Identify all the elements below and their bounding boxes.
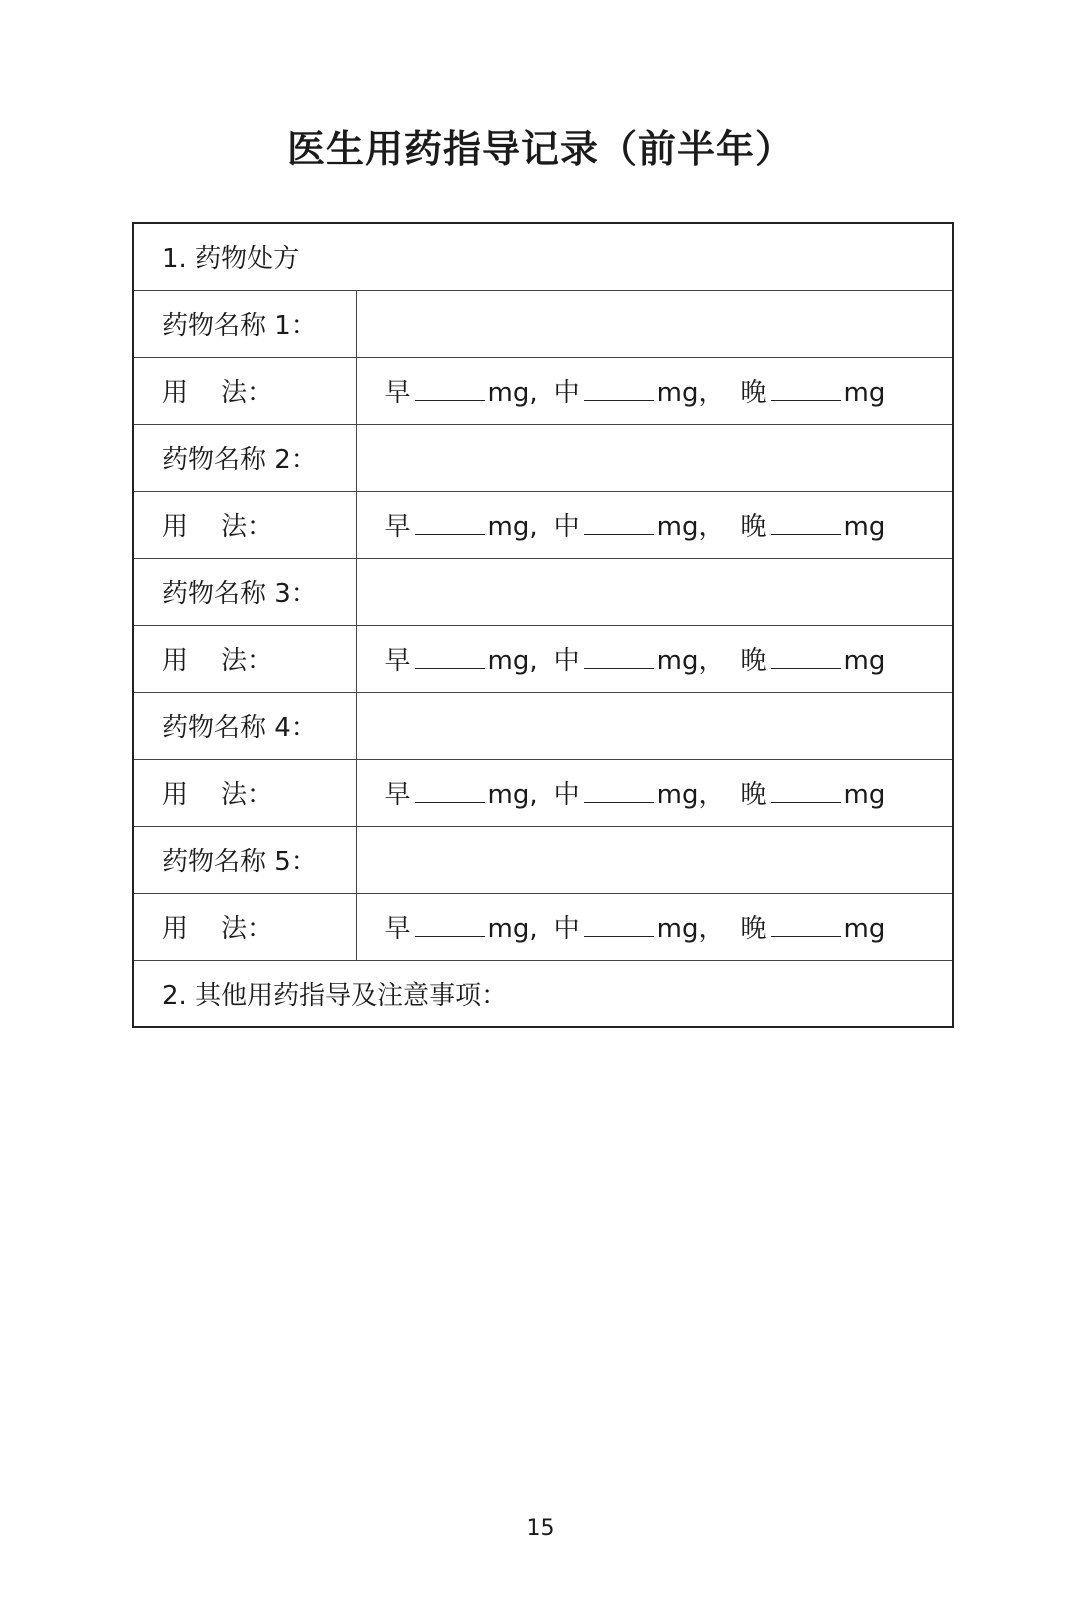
evening-dose-blank[interactable] <box>771 378 841 401</box>
noon-label: 中 <box>553 646 580 676</box>
section2-row <box>133 960 953 1027</box>
usage-label-cell <box>133 625 356 692</box>
morning-unit: mg, <box>487 646 538 676</box>
evening-unit: mg <box>843 646 886 676</box>
noon-unit: mg， <box>656 512 725 542</box>
usage-label: 用 法： <box>162 646 274 676</box>
drug-name-field[interactable] <box>356 558 953 625</box>
usage-label: 用 法： <box>162 914 274 944</box>
morning-unit: mg, <box>487 914 538 944</box>
noon-dose-blank[interactable] <box>584 646 654 669</box>
drug-usage-row <box>133 491 953 558</box>
page-title: 医生用药指导记录（前半年） <box>286 127 794 171</box>
usage-label: 用 法： <box>162 378 274 408</box>
morning-dose-blank[interactable] <box>415 914 485 937</box>
drug-name-label: 药物名称 4： <box>133 692 356 759</box>
morning-label: 早 <box>384 646 411 676</box>
drug-name-label: 药物名称 5： <box>133 826 356 893</box>
page-number: 15 <box>526 1516 555 1541</box>
evening-dose-blank[interactable] <box>771 646 841 669</box>
evening-dose-blank[interactable] <box>771 914 841 937</box>
drug-usage-row <box>133 893 953 960</box>
drug-name-label: 药物名称 3： <box>133 558 356 625</box>
evening-dose-blank[interactable] <box>771 512 841 535</box>
drug-usage-row <box>133 759 953 826</box>
section1-label: 1. 药物处方 <box>133 223 953 290</box>
evening-label: 晚 <box>740 646 767 676</box>
morning-unit: mg, <box>487 378 538 408</box>
dose-line <box>356 625 953 692</box>
medication-record-table <box>132 222 954 1028</box>
morning-label: 早 <box>384 780 411 810</box>
drug-usage-row <box>133 357 953 424</box>
noon-unit: mg， <box>656 378 725 408</box>
usage-label-cell <box>133 893 356 960</box>
dose-line <box>356 893 953 960</box>
noon-unit: mg， <box>656 914 725 944</box>
drug-name-row <box>133 692 953 759</box>
section1-row <box>133 223 953 290</box>
morning-unit: mg, <box>487 780 538 810</box>
morning-dose-blank[interactable] <box>415 780 485 803</box>
dose-line <box>356 759 953 826</box>
morning-label: 早 <box>384 512 411 542</box>
drug-name-field[interactable] <box>356 424 953 491</box>
morning-unit: mg, <box>487 512 538 542</box>
evening-dose-blank[interactable] <box>771 780 841 803</box>
evening-unit: mg <box>843 780 886 810</box>
evening-unit: mg <box>843 378 886 408</box>
usage-label-cell <box>133 759 356 826</box>
noon-label: 中 <box>553 780 580 810</box>
drug-name-field[interactable] <box>356 692 953 759</box>
drug-name-label: 药物名称 2： <box>133 424 356 491</box>
drug-name-row <box>133 826 953 893</box>
drug-usage-row <box>133 625 953 692</box>
evening-label: 晚 <box>740 914 767 944</box>
dose-line <box>356 357 953 424</box>
evening-label: 晚 <box>740 780 767 810</box>
noon-unit: mg， <box>656 780 725 810</box>
usage-label: 用 法： <box>162 512 274 542</box>
drug-name-label: 药物名称 1： <box>133 290 356 357</box>
evening-unit: mg <box>843 914 886 944</box>
noon-dose-blank[interactable] <box>584 780 654 803</box>
drug-name-field[interactable] <box>356 290 953 357</box>
evening-label: 晚 <box>740 378 767 408</box>
evening-label: 晚 <box>740 512 767 542</box>
noon-label: 中 <box>553 512 580 542</box>
morning-dose-blank[interactable] <box>415 646 485 669</box>
noon-label: 中 <box>553 378 580 408</box>
evening-unit: mg <box>843 512 886 542</box>
drug-name-row <box>133 290 953 357</box>
noon-label: 中 <box>553 914 580 944</box>
section2-label: 2. 其他用药指导及注意事项： <box>133 960 953 1027</box>
usage-label: 用 法： <box>162 780 274 810</box>
usage-label-cell <box>133 491 356 558</box>
drug-name-field[interactable] <box>356 826 953 893</box>
drug-name-row <box>133 558 953 625</box>
usage-label-cell <box>133 357 356 424</box>
dose-line <box>356 491 953 558</box>
drug-name-row <box>133 424 953 491</box>
morning-label: 早 <box>384 914 411 944</box>
morning-label: 早 <box>384 378 411 408</box>
morning-dose-blank[interactable] <box>415 378 485 401</box>
morning-dose-blank[interactable] <box>415 512 485 535</box>
noon-unit: mg， <box>656 646 725 676</box>
noon-dose-blank[interactable] <box>584 512 654 535</box>
noon-dose-blank[interactable] <box>584 378 654 401</box>
noon-dose-blank[interactable] <box>584 914 654 937</box>
